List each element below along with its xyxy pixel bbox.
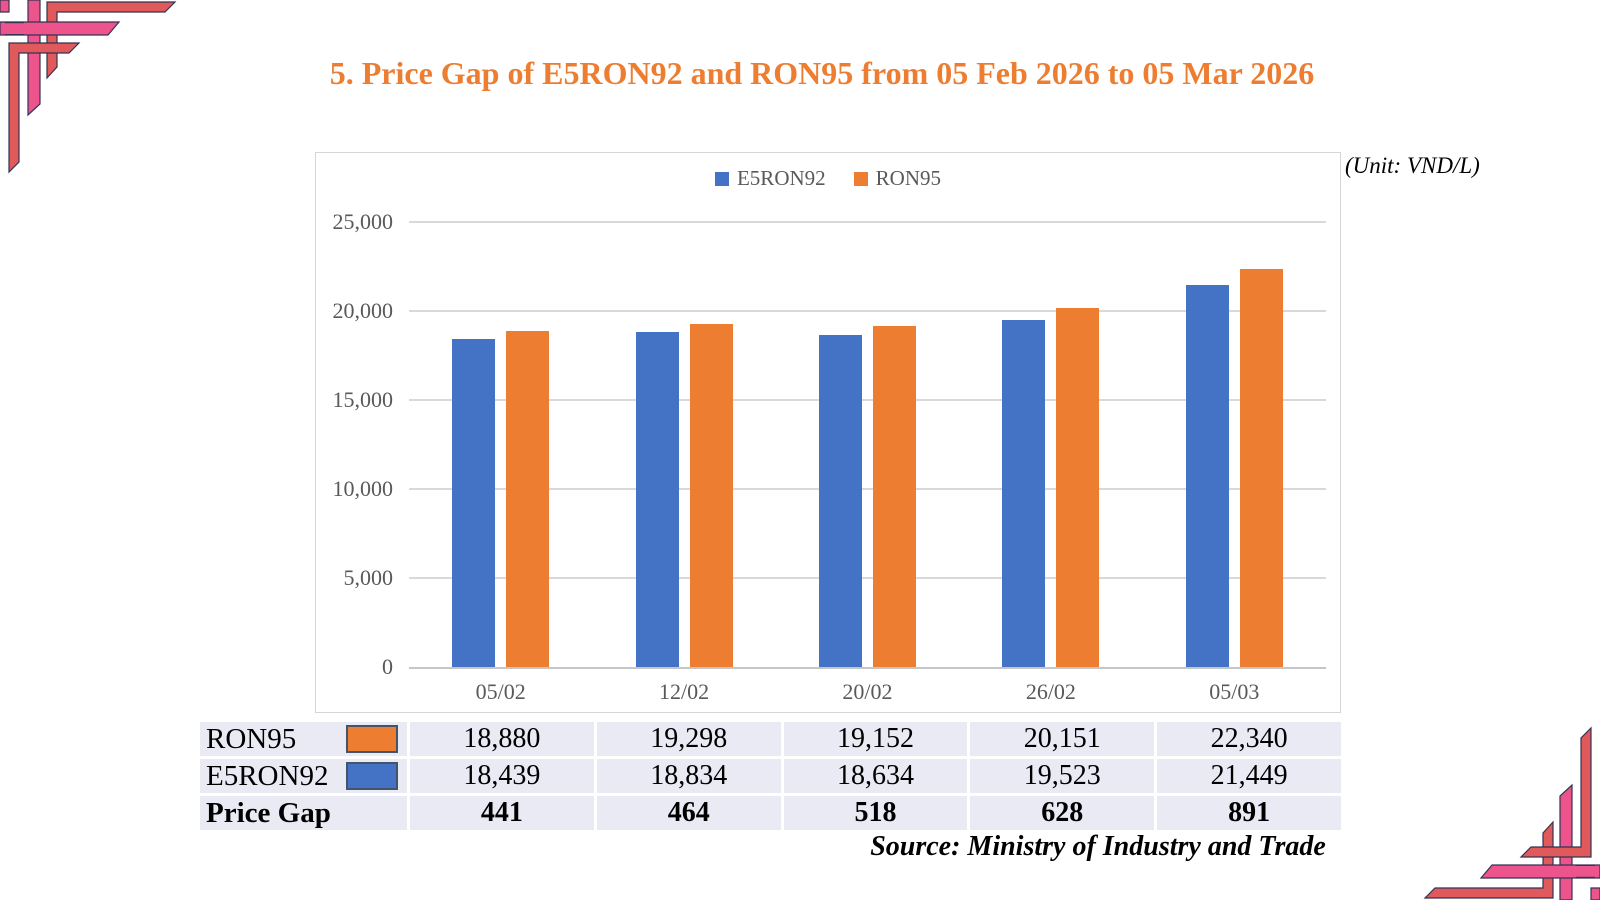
bar-group [592,222,775,667]
bar-group [1143,222,1326,667]
bar-ron95 [873,326,916,667]
table-value-cell: 891 [1157,796,1341,830]
table-value-cell: 628 [970,796,1154,830]
table-value-cell: 19,152 [784,722,968,756]
table-value-cell: 18,880 [410,722,594,756]
chart-plot-area [332,209,1326,704]
y-axis-tick-label: 10,000 [332,476,393,501]
x-axis-tick-label: 26/02 [1025,679,1076,704]
page-title: 5. Price Gap of E5RON92 and RON95 from 05 Feb 2026 to 05 Mar 2026 [329,55,1315,91]
price-table [200,722,1341,830]
table-row-label [200,796,407,830]
table-value-cell: 464 [597,796,781,830]
chart-legend [316,166,1340,191]
y-axis-tick-label: 15,000 [332,387,393,412]
row-color-swatch [346,725,398,753]
bar-ron95 [1056,308,1099,667]
bar-ron95 [690,324,733,668]
bar-ron95 [1240,269,1283,667]
corner-ornament-bottom-right [1420,720,1600,900]
legend-label: E5RON92 [736,166,826,190]
legend-item [715,166,826,191]
y-axis-tick-label: 20,000 [332,298,393,323]
legend-color-swatch [715,172,729,186]
legend-item [854,166,941,191]
y-axis-tick-label: 5,000 [343,565,393,590]
x-axis-tick-label: 05/02 [475,679,526,704]
bar-e5ron92 [636,332,679,667]
row-color-swatch [346,762,398,790]
table-value-cell: 22,340 [1157,722,1341,756]
table-value-cell: 19,523 [970,759,1154,793]
bar-chart [315,152,1341,713]
bar-group [409,222,592,667]
x-axis-tick-label: 05/03 [1209,679,1260,704]
x-axis-tick-label: 12/02 [659,679,710,704]
y-axis-tick-label: 25,000 [332,209,393,234]
source-note: Source: Ministry of Industry and Trade [870,831,1326,862]
table-value-cell: 18,634 [784,759,968,793]
table-value-cell: 18,439 [410,759,594,793]
row-label-text: E5RON92 [206,759,329,792]
bar-e5ron92 [819,335,862,667]
y-axis-tick-label: 0 [382,654,393,679]
bar-e5ron92 [1002,320,1045,668]
unit-label: (Unit: VND/L) [1345,153,1480,178]
table-value-cell: 20,151 [970,722,1154,756]
table-row-label [200,759,407,793]
table-row-label [200,722,407,756]
table-value-cell: 518 [784,796,968,830]
table-value-cell: 19,298 [597,722,781,756]
table-value-cell: 18,834 [597,759,781,793]
row-label-text: Price Gap [206,796,331,829]
bar-group [959,222,1142,667]
row-label-text: RON95 [206,722,297,755]
x-axis-tick-label: 20/02 [842,679,893,704]
bar-e5ron92 [1186,285,1229,667]
corner-ornament-top-left [0,0,180,180]
bar-group [776,222,959,667]
bar-e5ron92 [452,339,495,667]
table-value-cell: 441 [410,796,594,830]
legend-color-swatch [854,172,868,186]
bar-ron95 [506,331,549,667]
legend-label: RON95 [875,166,941,190]
table-value-cell: 21,449 [1157,759,1341,793]
